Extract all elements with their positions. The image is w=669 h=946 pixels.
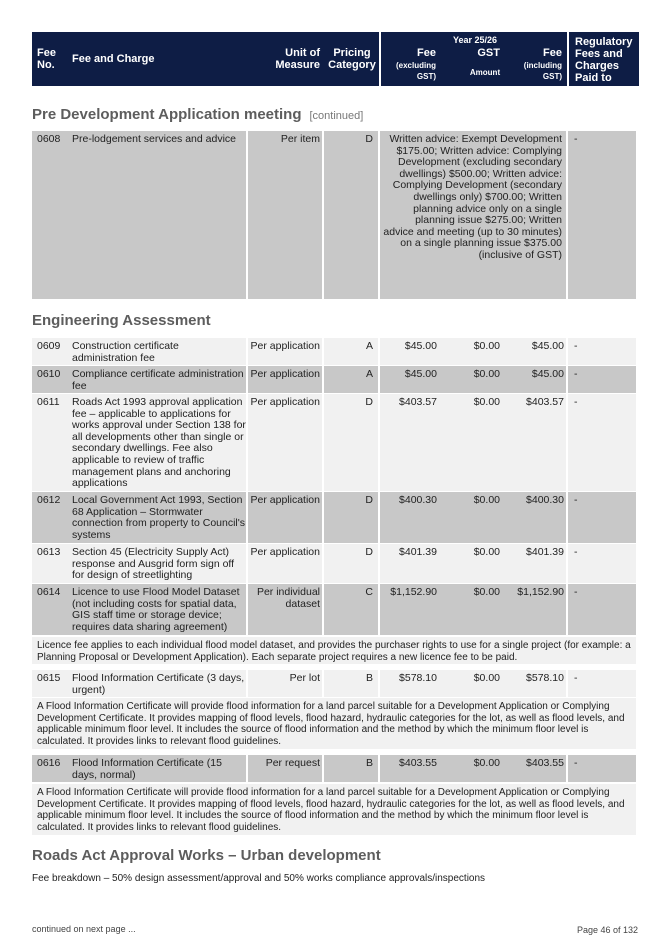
pricing-category: D — [365, 494, 373, 506]
fee-incl-gst: $45.00 — [531, 340, 564, 352]
table-row-0611 — [32, 394, 636, 491]
fee-name: Local Government Act 1993, Section 68 Application – Stormwater connection from property to Council's systems — [72, 494, 246, 541]
unit-of-measure: Per lot — [289, 672, 320, 684]
fee-incl-gst: $400.30 — [526, 494, 564, 506]
fee-excl-gst: $45.00 — [404, 368, 437, 380]
header-fee-and-charge: Fee and Charge — [72, 53, 155, 65]
fee-excl-gst: $403.57 — [399, 396, 437, 408]
unit-of-measure: Per application — [250, 396, 320, 408]
fee-no: 0609 — [37, 340, 61, 352]
fee-no: 0613 — [37, 546, 61, 558]
fee-no: 0614 — [37, 586, 61, 598]
footer-continued: continued on next page ... — [32, 924, 136, 934]
regulatory-value: - — [574, 340, 578, 352]
fee-no: 0611 — [37, 396, 60, 408]
pricing-category: B — [365, 757, 373, 769]
section-title-roads-act: Roads Act Approval Works – Urban development — [32, 847, 381, 864]
pricing-category: A — [365, 368, 373, 380]
header-fee-incl: Fee — [543, 47, 562, 59]
gst-amount: $0.00 — [473, 586, 500, 598]
fee-name: Flood Information Certificate (15 days, normal) — [72, 757, 222, 781]
table-row-0613 — [32, 544, 636, 583]
fee-incl-gst: $1,152.90 — [517, 586, 564, 598]
regulatory-value: - — [574, 494, 578, 506]
pricing-category: D — [365, 396, 373, 408]
fee-no: 0612 — [37, 494, 61, 506]
table-row-0610 — [32, 366, 636, 393]
regulatory-value: - — [574, 586, 578, 598]
gst-amount: $0.00 — [473, 757, 500, 769]
gst-amount: $0.00 — [473, 546, 500, 558]
section-title-pre-da — [32, 106, 363, 123]
fee-no: 0615 — [37, 672, 61, 684]
fee-name: Flood Information Certificate (3 days, urgent) — [72, 672, 245, 696]
table-row-0612 — [32, 492, 636, 543]
unit-of-measure: Per individual dataset — [256, 586, 320, 610]
gst-amount: $0.00 — [473, 672, 500, 684]
section-continued: [continued] — [309, 110, 364, 122]
table-row-0614 — [32, 584, 636, 635]
header-unit-of-measure: Unit of Measure — [275, 47, 320, 71]
note-0616: A Flood Information Certificate will provide flood information for a land parcel suitable for a Development Application or Complying Development Certificate. It provides mapping of flood levels, flood hazard, hydraulic categories for the lot, as well as flood levels, and applicable minimum floor level. It includes the source of flood information and the method by which the minimum floor level is calculated. It provides links to relevant flood guidelines. — [32, 784, 636, 835]
table-row-0608 — [32, 131, 636, 299]
fee-incl-gst: $403.55 — [526, 757, 564, 769]
pricing-category: A — [365, 340, 373, 352]
unit-of-measure: Per item — [280, 133, 320, 145]
gst-amount: $0.00 — [473, 368, 500, 380]
section-title-text: Pre Development Application meeting — [32, 106, 302, 123]
fee-excl-gst: $45.00 — [404, 340, 437, 352]
regulatory-value: - — [574, 396, 578, 408]
header-year: Year 25/26 — [452, 35, 498, 45]
gst-amount: $0.00 — [473, 494, 500, 506]
fee-name: Construction certificate administration fee — [72, 340, 179, 364]
table-row-0609 — [32, 338, 636, 365]
unit-of-measure: Per application — [250, 340, 320, 352]
pricing-category: D — [365, 546, 373, 558]
fee-no: 0616 — [37, 757, 61, 769]
gst-amount: $0.00 — [473, 340, 500, 352]
note-0614: Licence fee applies to each individual flood model dataset, and provides the purchaser rights to use for a single project (for example: a Planning Proposal or Development Application). Each separate project requires a new licence fee to be paid. — [32, 637, 636, 664]
header-fee-excl-sub: (excluding GST) — [395, 61, 436, 81]
table-row-0616 — [32, 755, 636, 782]
header-pricing-category: Pricing Category — [328, 47, 376, 71]
fee-description: Written advice: Exempt Development $175.00; Written advice: Complying Development (excluding secondary dwellings) $500.00; Written advice: Complying Development (secondary dwellings only) $700.00; Written planning advice only on a single planning issue $275.00; Written advice and meeting (up to 30 minutes) on a single planning issue $375.00 (inclusive of GST) — [383, 133, 562, 261]
regulatory-value: - — [574, 546, 578, 558]
unit-of-measure: Per application — [250, 494, 320, 506]
fee-excl-gst: $1,152.90 — [390, 586, 437, 598]
fee-name: Compliance certificate administration fee — [72, 368, 244, 392]
table-header — [32, 32, 639, 86]
footer-page-number: Page 46 of 132 — [576, 925, 638, 935]
fee-name: Licence to use Flood Model Dataset (not including costs for spatial data, GIS staff time or storage device; requires data sharing agreement) — [72, 586, 240, 633]
header-fee-incl-sub: (including GST) — [523, 61, 562, 81]
unit-of-measure: Per application — [250, 546, 320, 558]
header-gst: GST — [477, 47, 500, 59]
fee-no: 0610 — [37, 368, 61, 380]
fee-breakdown: Fee breakdown – 50% design assessment/approval and 50% works compliance approvals/inspections — [32, 873, 486, 884]
fee-excl-gst: $401.39 — [399, 546, 437, 558]
unit-of-measure: Per application — [250, 368, 320, 380]
section-title-engineering: Engineering Assessment — [32, 312, 211, 329]
pricing-category: C — [365, 586, 373, 598]
header-fee-no: Fee No. — [37, 47, 56, 71]
pricing-category: B — [365, 672, 373, 684]
regulatory-value: - — [574, 133, 578, 145]
header-gst-sub: Amount — [469, 68, 501, 77]
pricing-category: D — [365, 133, 373, 145]
regulatory-value: - — [574, 757, 578, 769]
fee-name: Roads Act 1993 approval application fee – applicable to applications for works approval under Section 138 for all developments other than single or secondary dwellings. Fee also applicable to review of traffic management plans and anchoring applications — [72, 396, 246, 490]
header-regulatory: Regulatory Fees and Charges Paid to — [575, 36, 633, 84]
fee-excl-gst: $578.10 — [399, 672, 437, 684]
table-row-0615 — [32, 670, 636, 697]
fee-excl-gst: $403.55 — [399, 757, 437, 769]
fee-incl-gst: $578.10 — [526, 672, 564, 684]
gst-amount: $0.00 — [473, 396, 500, 408]
regulatory-value: - — [574, 672, 578, 684]
fee-no: 0608 — [37, 133, 61, 145]
note-0615: A Flood Information Certificate will provide flood information for a land parcel suitable for a Development Application or Complying Development Certificate. It provides mapping of flood levels, flood hazard, hydraulic categories for the lot, as well as flood levels, and applicable minimum floor level. It includes the source of flood information and the method by which the minimum floor level is calculated. It provides links to relevant flood guidelines. — [32, 698, 636, 749]
unit-of-measure: Per request — [265, 757, 320, 769]
fee-incl-gst: $401.39 — [526, 546, 564, 558]
fee-name: Pre-lodgement services and advice — [72, 133, 237, 145]
regulatory-value: - — [574, 368, 578, 380]
header-fee-excl: Fee — [417, 47, 436, 59]
fee-excl-gst: $400.30 — [399, 494, 437, 506]
fee-name: Section 45 (Electricity Supply Act) response and Ausgrid form sign off for design of streetlighting — [72, 546, 235, 582]
fee-incl-gst: $403.57 — [526, 396, 564, 408]
fee-incl-gst: $45.00 — [531, 368, 564, 380]
